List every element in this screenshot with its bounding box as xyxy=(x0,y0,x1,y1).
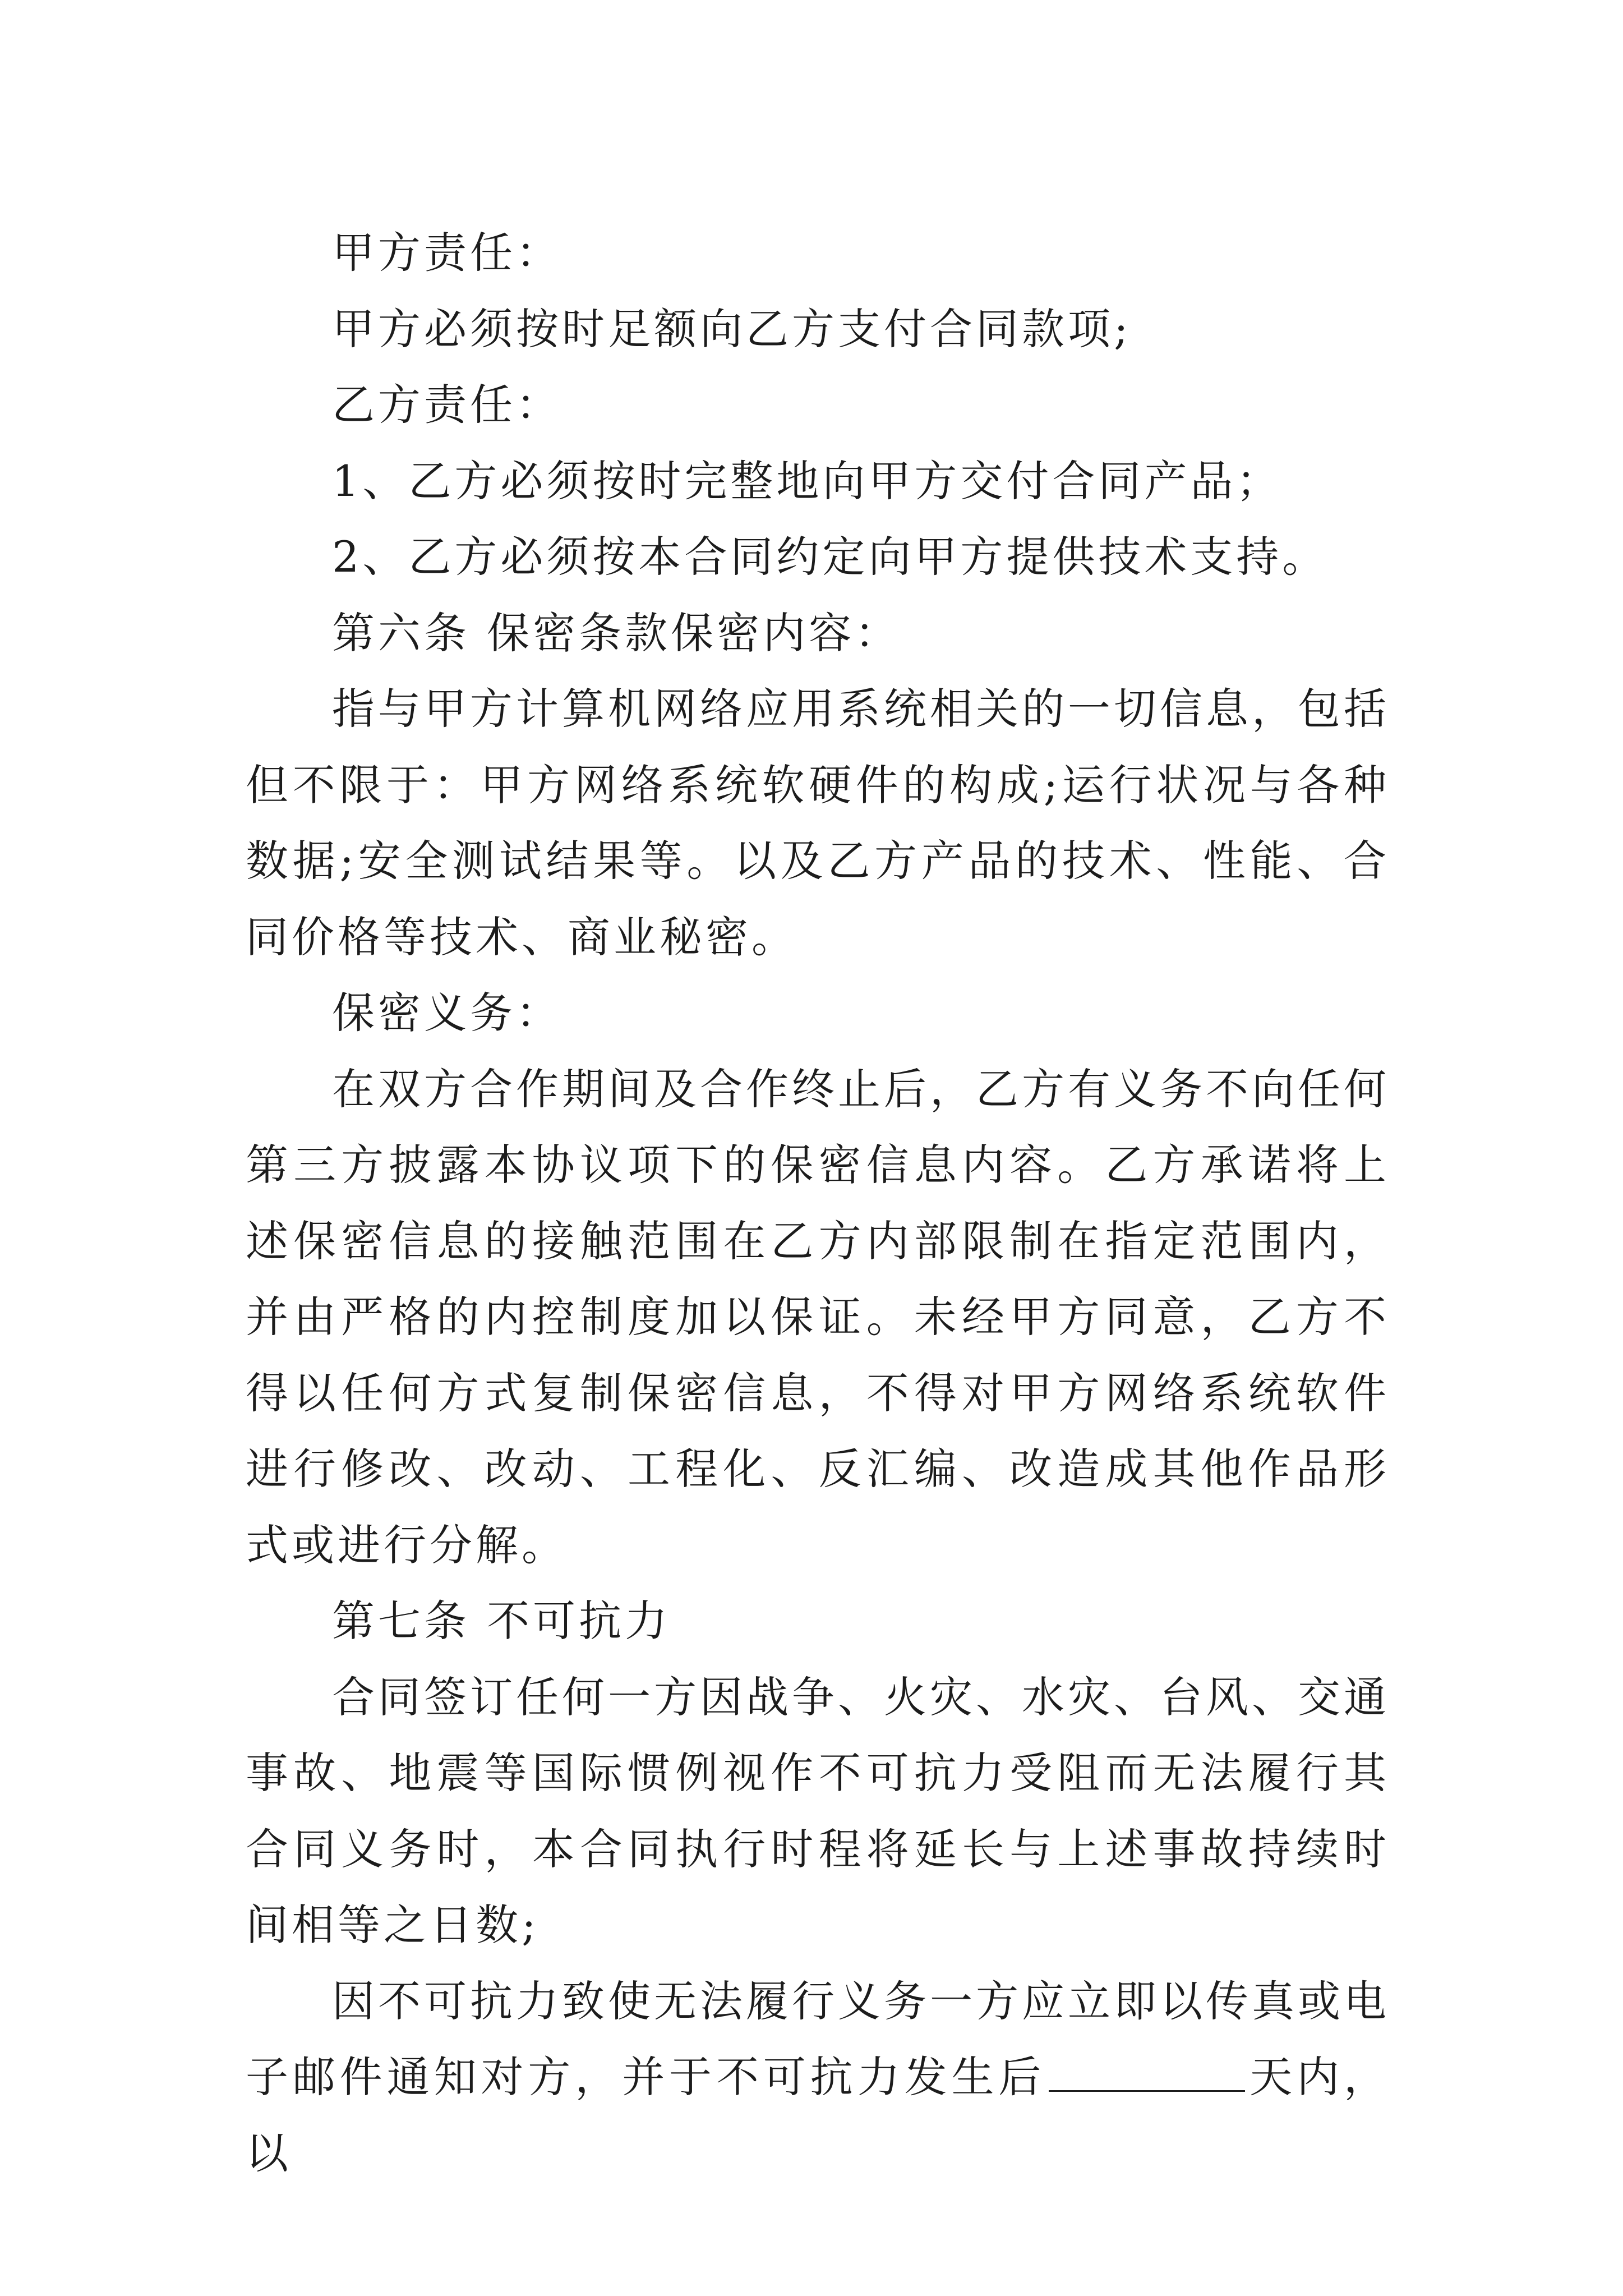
party-b-responsibility-heading: 乙方责任： xyxy=(332,380,562,430)
force-majeure-notice-paragraph xyxy=(246,1963,1390,2192)
party-a-responsibility-text: 甲方必须按时足额向乙方支付合同款项; xyxy=(332,303,1132,354)
notice-text-after-blank: 天内，以 xyxy=(246,2052,1390,2178)
days-blank-field xyxy=(1049,2056,1245,2092)
confidentiality-obligation-heading: 保密义务： xyxy=(332,988,562,1038)
force-majeure-paragraph: 合同签订任何一方因战争、火灾、水灾、台风、交通事故、地震等国际惯例视作不可抗力受阻而无法履行其合同义务时，本合同执行时程将延长与上述事故持续时间相等之日数; xyxy=(246,1672,1390,1950)
party-a-responsibility-heading: 甲方责任： xyxy=(332,228,562,278)
confidentiality-obligation-paragraph: 在双方合作期间及合作终止后，乙方有义务不向任何第三方披露本协议项下的保密信息内容。乙方承诺将上述保密信息的接触范围在乙方内部限制在指定范围内，并由严格的内控制度加以保证。未经甲方同意，乙方不得以任何方式复制保密信息，不得对甲方网络系统软件进行修改、改动、工程化、反汇编、改造成其他作品形式或进行分解。 xyxy=(246,1064,1390,1570)
article-6-heading: 第六条 保密条款保密内容： xyxy=(332,608,901,658)
article-7-heading: 第七条 不可抗力 xyxy=(332,1596,671,1646)
document-body xyxy=(246,215,1390,2191)
party-b-responsibility-item-1: 1、乙方必须按时完整地向甲方交付合同产品； xyxy=(332,455,1283,506)
party-b-responsibility-item-2: 2、乙方必须按本合同约定向甲方提供技术支持。 xyxy=(332,532,1329,582)
confidential-content-paragraph: 指与甲方计算机网络应用系统相关的一切信息，包括但不限于：甲方网络系统软硬件的构成;运行状况与各种数据;安全测试结果等。以及乙方产品的技术、性能、合同价格等技术、商业秘密。 xyxy=(246,684,1390,962)
notice-text-before-blank: 因不可抗力致使无法履行义务一方应立即以传真或电子邮件通知对方，并于不可抗力发生后 xyxy=(246,1976,1390,2102)
